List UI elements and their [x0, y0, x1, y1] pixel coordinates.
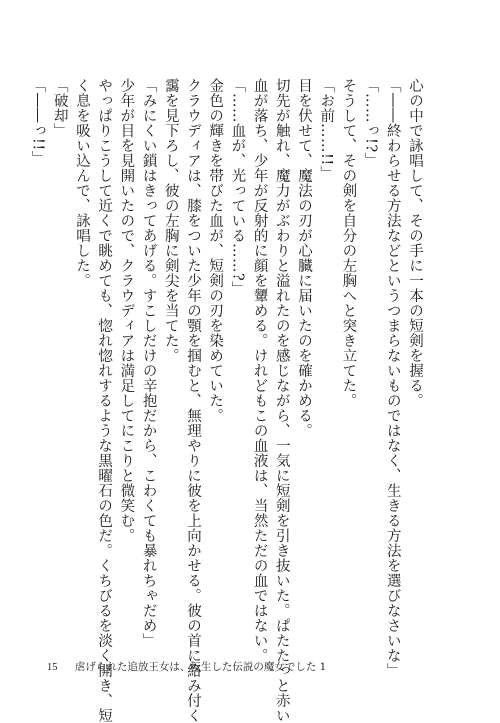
text-line: く息を吸い込んで、詠唱した。: [73, 78, 90, 288]
text-line: 「破却」: [51, 78, 68, 138]
text-line: 血が落ち、少年が反射的に顔を顰める。けれどもこの血液は、当然ただの血ではない。: [251, 78, 268, 663]
page-footer: [47, 659, 326, 674]
text-line: 金色の輝きを帯びた血が、短剣の刃を染めていた。: [207, 78, 224, 423]
text-line: 「――っ!!」: [29, 78, 46, 166]
text-line: 靄を見下ろし、彼の左胸に剣尖を当てた。: [162, 78, 179, 363]
text-line: 目を伏せて、魔法の刃が心臓に届いたのを確かめる。: [295, 78, 312, 438]
text-line: 心の中で詠唱して、その手に一本の短剣を握る。: [407, 78, 423, 408]
text-line: 切先が触れ、魔力がぶわりと溢れたのを感じながら、一気に短剣を引き抜いた。ぱたたっと赤い: [273, 78, 290, 723]
page-number: 15: [47, 662, 58, 673]
text-line: 「――終わらせる方法などというつまらないものではなく、生きる方法を選びなさいな」: [384, 78, 401, 678]
text-line: 「お前……!!」: [318, 78, 335, 181]
text-line: 「……っ!?」: [362, 78, 379, 168]
text-line: 「みにくい鎖はきってあげる。すこしだけの辛抱だから、こわくても暴れちゃだめ」: [140, 78, 157, 648]
text-line: やっぱりこうして近くで眺めても、惚れ惚れするような黒曜石の色だ。くちびるを淡く開き、短: [96, 78, 113, 723]
text-line: クラウディアは、膝をついた少年の顎を掴むと、無理やりに彼を上向かせる。彼の首に絡み付く: [184, 78, 201, 723]
text-line: 少年が目を見開いたので、クラウディアは満足してにこりと微笑む。: [118, 78, 135, 543]
text-line: 「……血が、光っている……?」: [229, 78, 246, 297]
book-title: 虐げられた追放王女は、転生した伝説の魔女でした 1: [74, 661, 327, 673]
text-line: そうして、その剣を自分の左胸へと突き立てた。: [340, 78, 357, 408]
